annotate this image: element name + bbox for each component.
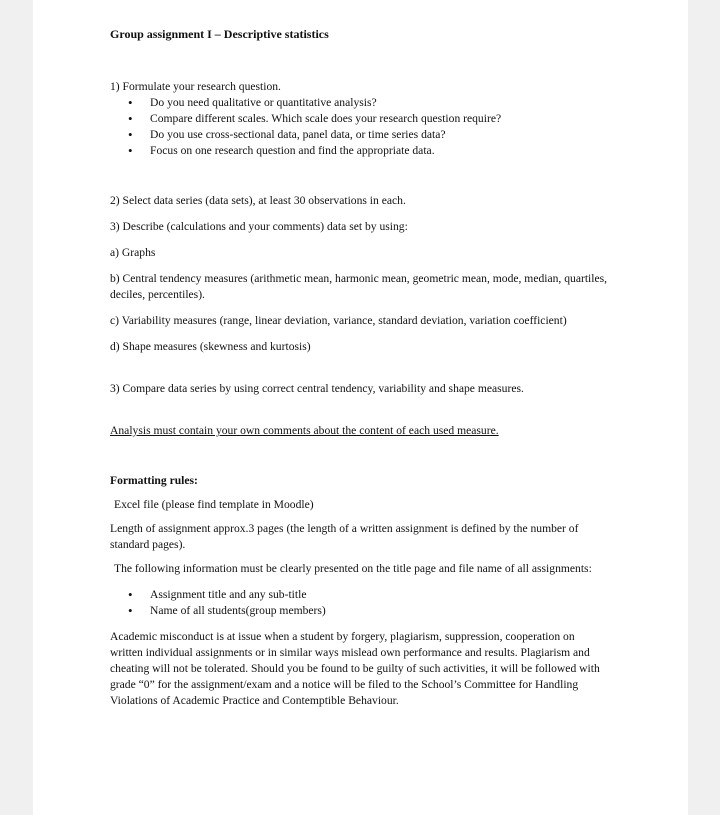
question-2: 2) Select data series (data sets), at least 30 observations in each. xyxy=(110,194,406,207)
analysis-note: Analysis must contain your own comments about the content of each used measure. xyxy=(110,424,499,437)
list-item: • Name of all students(group members) xyxy=(150,603,610,619)
list-item: • Focus on one research question and find the appropriate data. xyxy=(150,143,610,159)
question-3-item-d: d) Shape measures (skewness and kurtosis) xyxy=(110,340,311,353)
formatting-heading: Formatting rules: xyxy=(110,474,198,487)
formatting-length: Length of assignment approx.3 pages (the length of a written assignment is defined by the number of standard pages). xyxy=(110,522,579,551)
question-1-bullets xyxy=(110,95,610,159)
document-page xyxy=(33,0,688,815)
document-content xyxy=(110,26,610,709)
academic-misconduct-paragraph: Academic misconduct is at issue when a student by forgery, plagiarism, suppression, cooperation on written individual assignments or in similar ways mislead own performance and results. Plagiarism and cheating will not be tolerated. Should you be found to be guilty of such activities, it will be followed with grade “0” for the assignment/exam and a notice will be filed to the School’s Committee for Handling Violations of Academic Practice and Contemptible Behaviour. xyxy=(110,630,600,707)
formatting-bullets xyxy=(110,587,610,619)
list-item: • Do you use cross-sectional data, panel data, or time series data? xyxy=(150,127,610,143)
list-item: • Compare different scales. Which scale does your research question require? xyxy=(150,111,610,127)
list-item: • Do you need qualitative or quantitative analysis? xyxy=(150,95,610,111)
question-1-heading: 1) Formulate your research question. xyxy=(110,80,281,93)
formatting-excel: Excel file (please find template in Moodle) xyxy=(114,498,314,511)
question-3-compare: 3) Compare data series by using correct central tendency, variability and shape measures. xyxy=(110,382,524,395)
question-3-item-b: b) Central tendency measures (arithmetic mean, harmonic mean, geometric mean, mode, median, quartiles, deciles, percentiles). xyxy=(110,272,608,301)
document-title: Group assignment I – Descriptive statistics xyxy=(110,27,329,41)
formatting-info: The following information must be clearly presented on the title page and file name of all assignments: xyxy=(114,562,592,575)
question-3-item-a: a) Graphs xyxy=(110,246,156,259)
question-3-item-c: c) Variability measures (range, linear deviation, variance, standard deviation, variation coefficient) xyxy=(110,314,567,327)
question-3-heading: 3) Describe (calculations and your comments) data set by using: xyxy=(110,220,408,233)
list-item: • Assignment title and any sub-title xyxy=(150,587,610,603)
